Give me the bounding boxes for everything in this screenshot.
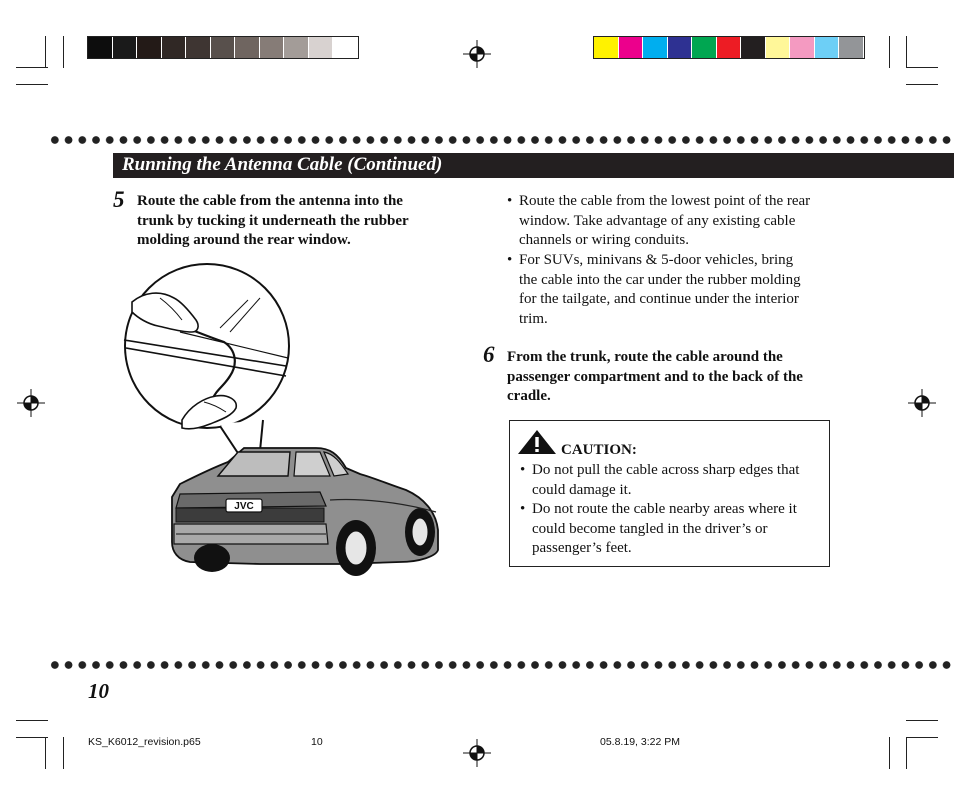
crop-mark <box>889 36 890 68</box>
crop-mark <box>16 84 48 85</box>
step-line: Route the cable from the antenna into the <box>137 193 403 209</box>
crop-mark <box>63 737 64 769</box>
color-swatch <box>113 37 137 58</box>
step-line: molding around the rear window. <box>137 232 351 248</box>
color-swatch <box>260 37 284 58</box>
color-swatch <box>790 37 814 58</box>
list-item <box>507 192 811 251</box>
color-swatch <box>741 37 765 58</box>
registration-target-icon <box>463 739 491 767</box>
footer-timestamp: 05.8.19, 3:22 PM <box>600 736 680 748</box>
crop-mark <box>63 36 64 68</box>
list-item <box>507 251 801 329</box>
section-title: Running the Antenna Cable (Continued) <box>122 154 443 175</box>
color-swatch <box>88 37 112 58</box>
color-swatch <box>333 37 357 58</box>
bullet-icon: • <box>507 193 513 209</box>
caution-line: passenger’s feet. <box>532 540 632 556</box>
crop-mark <box>906 720 938 721</box>
warning-triangle-icon <box>517 429 557 455</box>
crop-mark <box>16 67 48 68</box>
caution-item <box>520 500 797 559</box>
registration-target-icon <box>908 389 936 417</box>
bullet-icon: • <box>507 252 513 268</box>
bullet-line: the cable into the car under the rubber molding <box>519 271 801 288</box>
caution-line: Do not route the cable nearby areas where it <box>532 501 797 517</box>
jvc-badge-text: JVC <box>234 501 254 512</box>
bullet-line: For SUVs, minivans & 5-door vehicles, bring <box>519 252 794 268</box>
dotted-rule-top <box>48 135 954 145</box>
color-swatch <box>284 37 308 58</box>
bullet-icon: • <box>520 462 526 478</box>
crop-mark <box>906 84 938 85</box>
registration-target-icon <box>17 389 45 417</box>
caution-item <box>520 461 800 500</box>
color-swatch <box>211 37 235 58</box>
color-swatch <box>162 37 186 58</box>
step-number: 5 <box>113 187 125 212</box>
crop-mark <box>906 36 907 68</box>
process-color-bar <box>593 36 865 59</box>
grayscale-color-bar <box>87 36 359 59</box>
color-swatch <box>619 37 643 58</box>
crop-mark <box>16 737 48 738</box>
bullet-line: for the tailgate, and continue under the interior <box>519 291 799 307</box>
step-instruction <box>137 192 409 251</box>
step-line: passenger compartment and to the back of the <box>507 368 803 385</box>
footer-page: 10 <box>311 736 323 748</box>
car-antenna-illustration <box>120 262 442 577</box>
bullet-line: window. Take advantage of any existing cable <box>519 212 796 229</box>
caution-line: Do not pull the cable across sharp edges that <box>532 462 800 478</box>
color-swatch <box>309 37 333 58</box>
registration-target-icon <box>463 40 491 68</box>
color-swatch <box>235 37 259 58</box>
color-swatch <box>594 37 618 58</box>
page-number: 10 <box>88 679 109 703</box>
footer-filename: KS_K6012_revision.p65 <box>88 736 201 748</box>
caution-title: CAUTION: <box>561 442 637 458</box>
step-number: 6 <box>483 342 495 367</box>
caution-line: could become tangled in the driver’s or <box>532 520 768 537</box>
bullet-line: trim. <box>519 310 548 327</box>
crop-mark <box>16 720 48 721</box>
color-swatch <box>186 37 210 58</box>
color-swatch <box>137 37 161 58</box>
crop-mark <box>906 737 907 769</box>
caution-line: could damage it. <box>532 481 632 498</box>
crop-mark <box>906 737 938 738</box>
car-rear-view <box>172 448 438 576</box>
bullet-line: Route the cable from the lowest point of the rear <box>519 193 811 209</box>
step-line: cradle. <box>507 388 551 404</box>
bullet-line: channels or wiring conduits. <box>519 232 689 248</box>
crop-mark <box>889 737 890 769</box>
step-instruction <box>507 348 803 407</box>
section-header <box>113 153 954 178</box>
crop-mark <box>45 737 46 769</box>
dotted-rule-bottom <box>48 660 954 670</box>
color-swatch <box>815 37 839 58</box>
step-line: From the trunk, route the cable around the <box>507 349 783 365</box>
color-swatch <box>766 37 790 58</box>
color-swatch <box>668 37 692 58</box>
color-swatch <box>839 37 863 58</box>
color-swatch <box>717 37 741 58</box>
bullet-icon: • <box>520 501 526 517</box>
caution-box <box>509 420 830 567</box>
crop-mark <box>906 67 938 68</box>
color-swatch <box>643 37 667 58</box>
crop-mark <box>45 36 46 68</box>
step-line: trunk by tucking it underneath the rubber <box>137 212 409 229</box>
color-swatch <box>692 37 716 58</box>
